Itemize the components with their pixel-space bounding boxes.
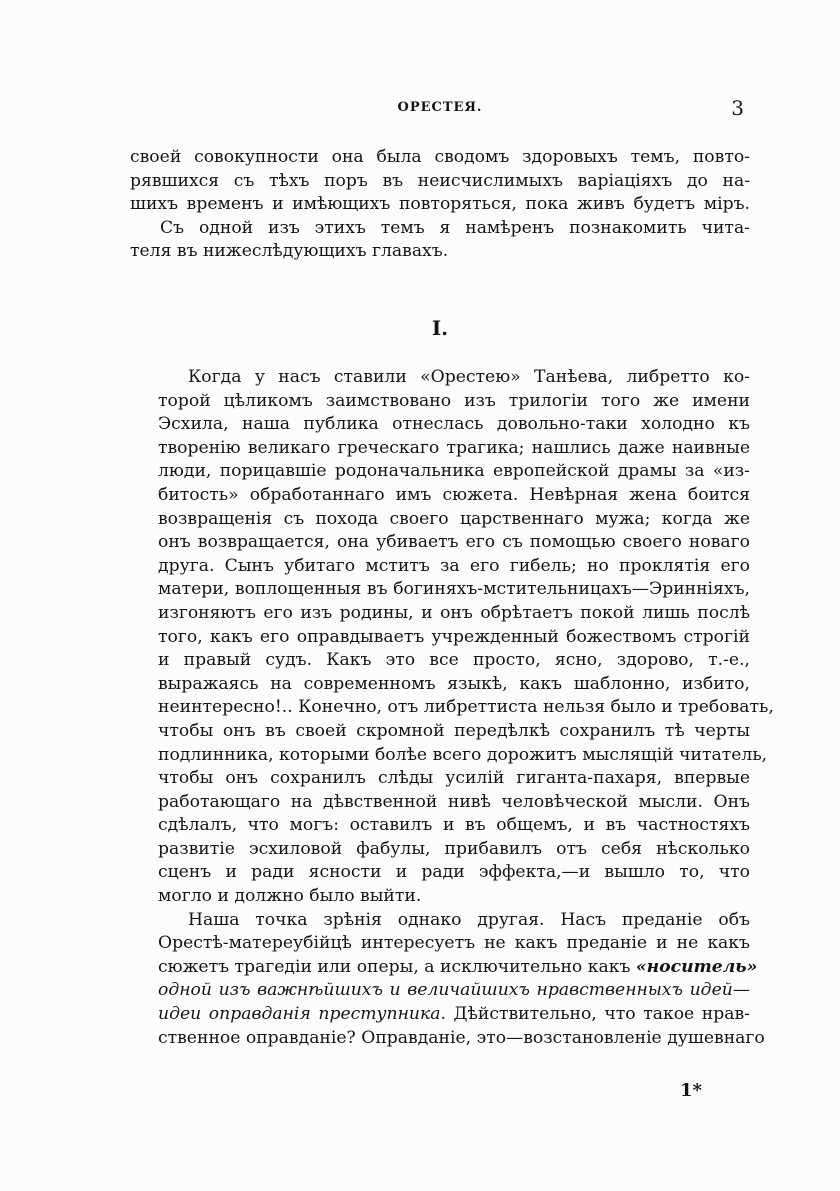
body-text — [158, 366, 774, 1050]
text-line: Орестѣ-матереубійцѣ интересуетъ не какъ преданіе и не какъ — [158, 933, 750, 954]
text-line: шихъ временъ и имѣющихъ повторяться, пока живъ будетъ міръ. — [130, 194, 750, 215]
text-line: возвращенія съ похода своего царственнаго мужа; когда же — [158, 508, 750, 529]
text-line: Съ одной изъ этихъ темъ я намѣренъ познакомить чита- — [160, 217, 750, 238]
emphasis-line: одной изъ важнѣйшихъ и величайшихъ нравственныхъ идей— — [158, 980, 750, 1001]
text-line: онъ возвращается, она убиваетъ его съ помощью своего новаго — [158, 532, 750, 553]
text-line: Когда у насъ ставили «Орестею» Танѣева, либретто ко- — [188, 367, 750, 387]
text-line: Наша точка зрѣнія однако другая. Насъ преданіе объ — [188, 909, 750, 930]
running-title: ОРЕСТЕЯ. — [397, 100, 483, 115]
text-line: рявшихся съ тѣхъ поръ въ неисчислимыхъ варіаціяхъ до на- — [130, 170, 750, 191]
text-line: изгоняютъ его изъ родины, и онъ обрѣтаетъ покой лишь послѣ — [158, 602, 750, 623]
text-line: теля въ нижеслѣдующихъ главахъ. — [130, 241, 449, 262]
text-line: того, какъ его оправдываетъ учрежденный божествомъ строгій — [158, 626, 750, 647]
text-line: люди, порицавшіе родоначальника европейской драмы за «из- — [158, 461, 750, 482]
text-line: сдѣлалъ, что могъ: оставилъ и въ общемъ, и въ частностяхъ — [158, 815, 750, 836]
text-line — [158, 1003, 750, 1027]
text-line: выражаясь на современномъ языкѣ, какъ шаблонно, избито, — [158, 673, 750, 694]
body-paragraph — [158, 366, 774, 909]
text-line: творенію великаго греческаго трагика; нашлись даже наивные — [158, 437, 750, 458]
page-number: 3 — [731, 96, 744, 120]
text-line: и правый судъ. Какъ это все просто, ясно, здорово, т.-е., — [158, 650, 750, 671]
text-line: матери, воплощенныя въ богиняхъ-мстительницахъ—Эринніяхъ, — [158, 579, 750, 600]
text-segment: Дѣйствительно, что такое нрав- — [445, 1004, 750, 1025]
text-line: могло и должно было выйти. — [158, 886, 422, 907]
body-paragraph — [158, 909, 765, 1051]
text-line — [158, 956, 758, 980]
text-line: сценъ и ради ясности и ради эффекта,—и вышло то, что — [158, 862, 750, 883]
emphasis-text: «носитель» — [635, 956, 758, 977]
text-line: подлинника, которыми болѣе всего дорожитъ мыслящій читатель, — [158, 744, 768, 765]
intro-text — [130, 146, 750, 264]
text-line: чтобы онъ въ своей скромной передѣлкѣ сохранилъ тѣ черты — [158, 720, 750, 741]
emphasis-text: идеи оправданія преступника. — [158, 1004, 446, 1025]
text-line: друга. Сынъ убитаго мститъ за его гибель; но проклятія его — [158, 555, 750, 576]
text-line: работающаго на дѣвственной нивѣ человѣческой мысли. Онъ — [158, 791, 750, 812]
section-heading: I. — [431, 316, 449, 340]
text-line: неинтересно!.. Конечно, отъ либреттиста нельзя было и требовать, — [158, 697, 774, 718]
text-line: развитіе эсхиловой фабулы, прибавилъ отъ себя нѣсколько — [158, 838, 750, 859]
text-segment: сюжетъ трагедіи или оперы, а исключительно какъ — [158, 956, 636, 977]
text-line: торой цѣликомъ заимствовано изъ трилогіи того же имени — [158, 390, 750, 411]
text-line: своей совокупности она была сводомъ здоровыхъ темъ, повто- — [130, 147, 750, 167]
intro-paragraph — [130, 217, 750, 264]
signature-mark: 1* — [680, 1080, 702, 1101]
text-line: битость» обработаннаго имъ сюжета. Невѣрная жена боится — [158, 484, 750, 505]
intro-paragraph — [130, 146, 750, 217]
text-line: ственное оправданіе? Оправданіе, это—возстановленіе душевнаго — [158, 1027, 765, 1048]
text-line: чтобы онъ сохранилъ слѣды усилій гиганта-пахаря, впервые — [158, 768, 750, 789]
running-head — [130, 96, 750, 124]
text-line: Эсхила, наша публика отнеслась довольно-таки холодно къ — [158, 414, 750, 435]
